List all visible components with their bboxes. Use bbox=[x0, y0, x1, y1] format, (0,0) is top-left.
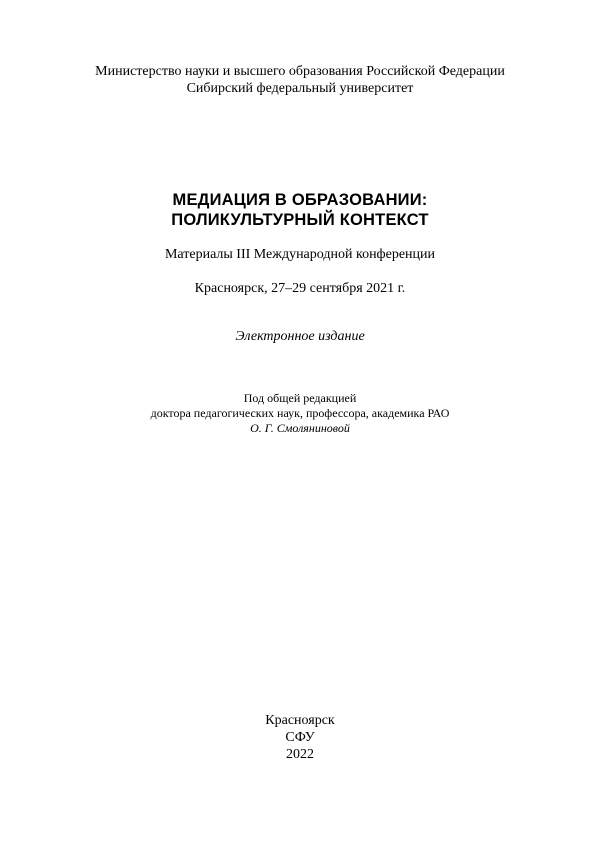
place-and-date bbox=[0, 280, 600, 297]
place-date-text: Красноярск, 27–29 сентября 2021 г. bbox=[194, 281, 406, 296]
editor-line-2: доктора педагогических наук, профессора, академика РАО bbox=[150, 406, 450, 420]
ministry-name: Министерство науки и высшего образования Российской Федерации bbox=[95, 64, 505, 79]
editor-block bbox=[0, 391, 600, 436]
footer-year: 2022 bbox=[286, 747, 314, 762]
footer-publisher: СФУ bbox=[285, 730, 315, 745]
document-title bbox=[0, 190, 600, 230]
title-line-2: ПОЛИКУЛЬТУРНЫЙ КОНТЕКСТ bbox=[171, 211, 429, 229]
edition-text: Электронное издание bbox=[235, 329, 365, 344]
header bbox=[0, 63, 600, 97]
imprint-footer bbox=[0, 712, 600, 763]
university-name: Сибирский федеральный университет bbox=[186, 81, 414, 96]
title-line-1: МЕДИАЦИЯ В ОБРАЗОВАНИИ: bbox=[172, 191, 428, 209]
editor-name: О. Г. Смоляниновой bbox=[250, 421, 350, 435]
conference-subtitle bbox=[0, 246, 600, 263]
edition-note bbox=[0, 328, 600, 345]
conference-text: Материалы III Международной конференции bbox=[164, 247, 436, 262]
footer-city: Красноярск bbox=[265, 713, 335, 728]
editor-line-1: Под общей редакцией bbox=[243, 391, 357, 405]
